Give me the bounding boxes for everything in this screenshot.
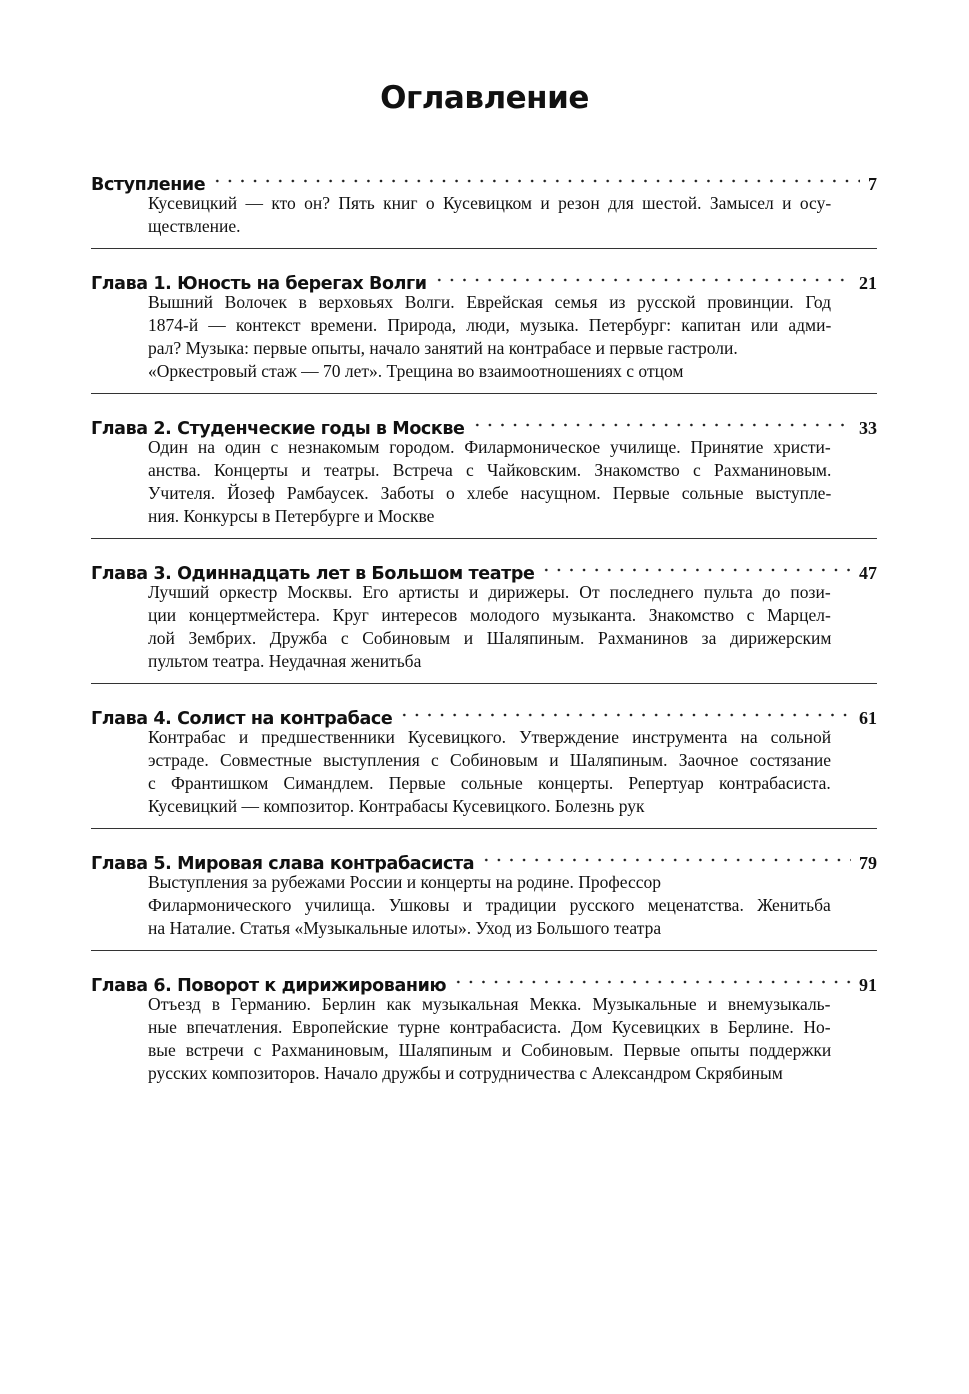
- chapter-description: [148, 291, 831, 383]
- chapter-description: [148, 581, 831, 673]
- dot-leader: [433, 259, 851, 289]
- description-line: лой Зембрих. Дружба с Собиновым и Шаляпиным. Рахманинов за дирижерским: [148, 628, 832, 648]
- toc-entry: [91, 404, 877, 539]
- description-line: ществление.: [148, 216, 241, 236]
- toc-entry: [91, 160, 877, 249]
- toc-heading-row: [91, 259, 877, 294]
- description-line: 1874-й — контекст времени. Природа, люди, музыка. Петербург: капитан или адми-: [148, 315, 832, 335]
- description-line: анства. Концерты и театры. Встреча с Чайковским. Знакомство с Рахманиновым.: [148, 460, 832, 480]
- chapter-heading: Глава 6. Поворот к дирижированию: [91, 976, 447, 996]
- toc-entry: [91, 694, 877, 829]
- description-line: Один на один с незнакомым городом. Филармоническое училище. Принятие христи-: [148, 437, 831, 457]
- dot-leader: [211, 160, 860, 190]
- description-line: Учителя. Йозеф Рамбаусек. Заботы о хлебе насущном. Первые сольные выступле-: [148, 483, 832, 503]
- description-line: ния. Конкурсы в Петербурге и Москве: [148, 506, 435, 526]
- page-number: 91: [859, 975, 877, 995]
- description-line: «Оркестровый стаж — 70 лет». Трещина во взаимоотношениях с отцом: [148, 361, 684, 381]
- description-line: Выступления за рубежами России и концерты на родине. Профессор: [148, 872, 661, 892]
- description-line: Лучший оркестр Москвы. Его артисты и дирижеры. От последнего пульта до пози-: [148, 582, 831, 602]
- description-line: пультом театра. Неудачная женитьба: [148, 651, 422, 671]
- page-number: 47: [859, 563, 877, 583]
- description-line: Филармонического училища. Ушковы и традиции русского меценатства. Женитьба: [148, 895, 831, 915]
- toc-heading-row: [91, 404, 877, 439]
- page-number: 61: [859, 708, 877, 728]
- table-of-contents: [91, 160, 877, 1085]
- chapter-heading: Глава 5. Мировая слава контрабасиста: [91, 854, 475, 874]
- dot-leader: [471, 404, 851, 434]
- toc-heading-row: [91, 961, 877, 996]
- chapter-description: [148, 192, 831, 238]
- chapter-description: [148, 436, 831, 528]
- description-line: русских композиторов. Начало дружбы и сотрудничества с Александром Скрябиным: [148, 1063, 783, 1083]
- dot-leader: [540, 549, 851, 579]
- toc-heading-row: [91, 160, 877, 195]
- description-line: Кусевицкий — композитор. Контрабасы Кусевицкого. Болезнь рук: [148, 796, 645, 816]
- page-number: 79: [859, 853, 877, 873]
- chapter-heading: Глава 1. Юность на берегах Волги: [91, 274, 427, 294]
- toc-heading-row: [91, 549, 877, 584]
- toc-heading-row: [91, 839, 877, 874]
- entry-divider: [91, 538, 877, 539]
- entry-divider: [91, 393, 877, 394]
- entry-divider: [91, 950, 877, 951]
- description-line: ные впечатления. Европейские турне контрабасиста. Дом Кусевицких в Берлине. Но-: [148, 1017, 831, 1037]
- chapter-heading: Глава 4. Солист на контрабасе: [91, 709, 393, 729]
- dot-leader: [452, 961, 851, 991]
- dot-leader: [480, 839, 851, 869]
- chapter-heading: Глава 2. Студенческие годы в Москве: [91, 419, 465, 439]
- chapter-heading: Вступление: [91, 175, 206, 195]
- entry-divider: [91, 828, 877, 829]
- description-line: эстраде. Совместные выступления с Собиновым и Шаляпиным. Заочное состязание: [148, 750, 832, 770]
- chapter-description: [148, 871, 831, 940]
- chapter-heading: Глава 3. Одиннадцать лет в Большом театре: [91, 564, 535, 584]
- dot-leader: [398, 694, 851, 724]
- toc-entry: [91, 839, 877, 951]
- entry-divider: [91, 248, 877, 249]
- page-title: Оглавление: [380, 80, 589, 116]
- description-line: с Франтишком Симандлем. Первые сольные концерты. Репертуар контрабасиста.: [148, 773, 831, 793]
- page-number: 7: [868, 174, 877, 194]
- description-line: вые встречи с Рахманиновым, Шаляпиным и Собиновым. Первые опыты поддержки: [148, 1040, 832, 1060]
- toc-heading-row: [91, 694, 877, 729]
- page-number: 21: [859, 273, 877, 293]
- toc-entry: [91, 259, 877, 394]
- chapter-description: [148, 726, 831, 818]
- page-number: 33: [859, 418, 877, 438]
- entry-divider: [91, 683, 877, 684]
- description-line: Кусевицкий — кто он? Пять книг о Кусевицком и резон для шестой. Замысел и осу-: [148, 193, 832, 213]
- description-line: Контрабас и предшественники Кусевицкого. Утверждение инструмента на сольной: [148, 727, 832, 747]
- chapter-description: [148, 993, 831, 1085]
- description-line: на Наталие. Статья «Музыкальные илоты». Уход из Большого театра: [148, 918, 662, 938]
- toc-entry: [91, 549, 877, 684]
- description-line: Вышний Волочек в верховьях Волги. Еврейская семья из русской провинции. Год: [148, 292, 832, 312]
- description-line: ции концертмейстера. Круг интересов молодого музыканта. Знакомство с Марцел-: [148, 605, 831, 625]
- description-line: Отъезд в Германию. Берлин как музыкальная Мекка. Музыкальные и внемузыкаль-: [148, 994, 831, 1014]
- description-line: рал? Музыка: первые опыты, начало занятий на контрабасе и первые гастроли.: [148, 338, 738, 358]
- toc-entry: [91, 961, 877, 1085]
